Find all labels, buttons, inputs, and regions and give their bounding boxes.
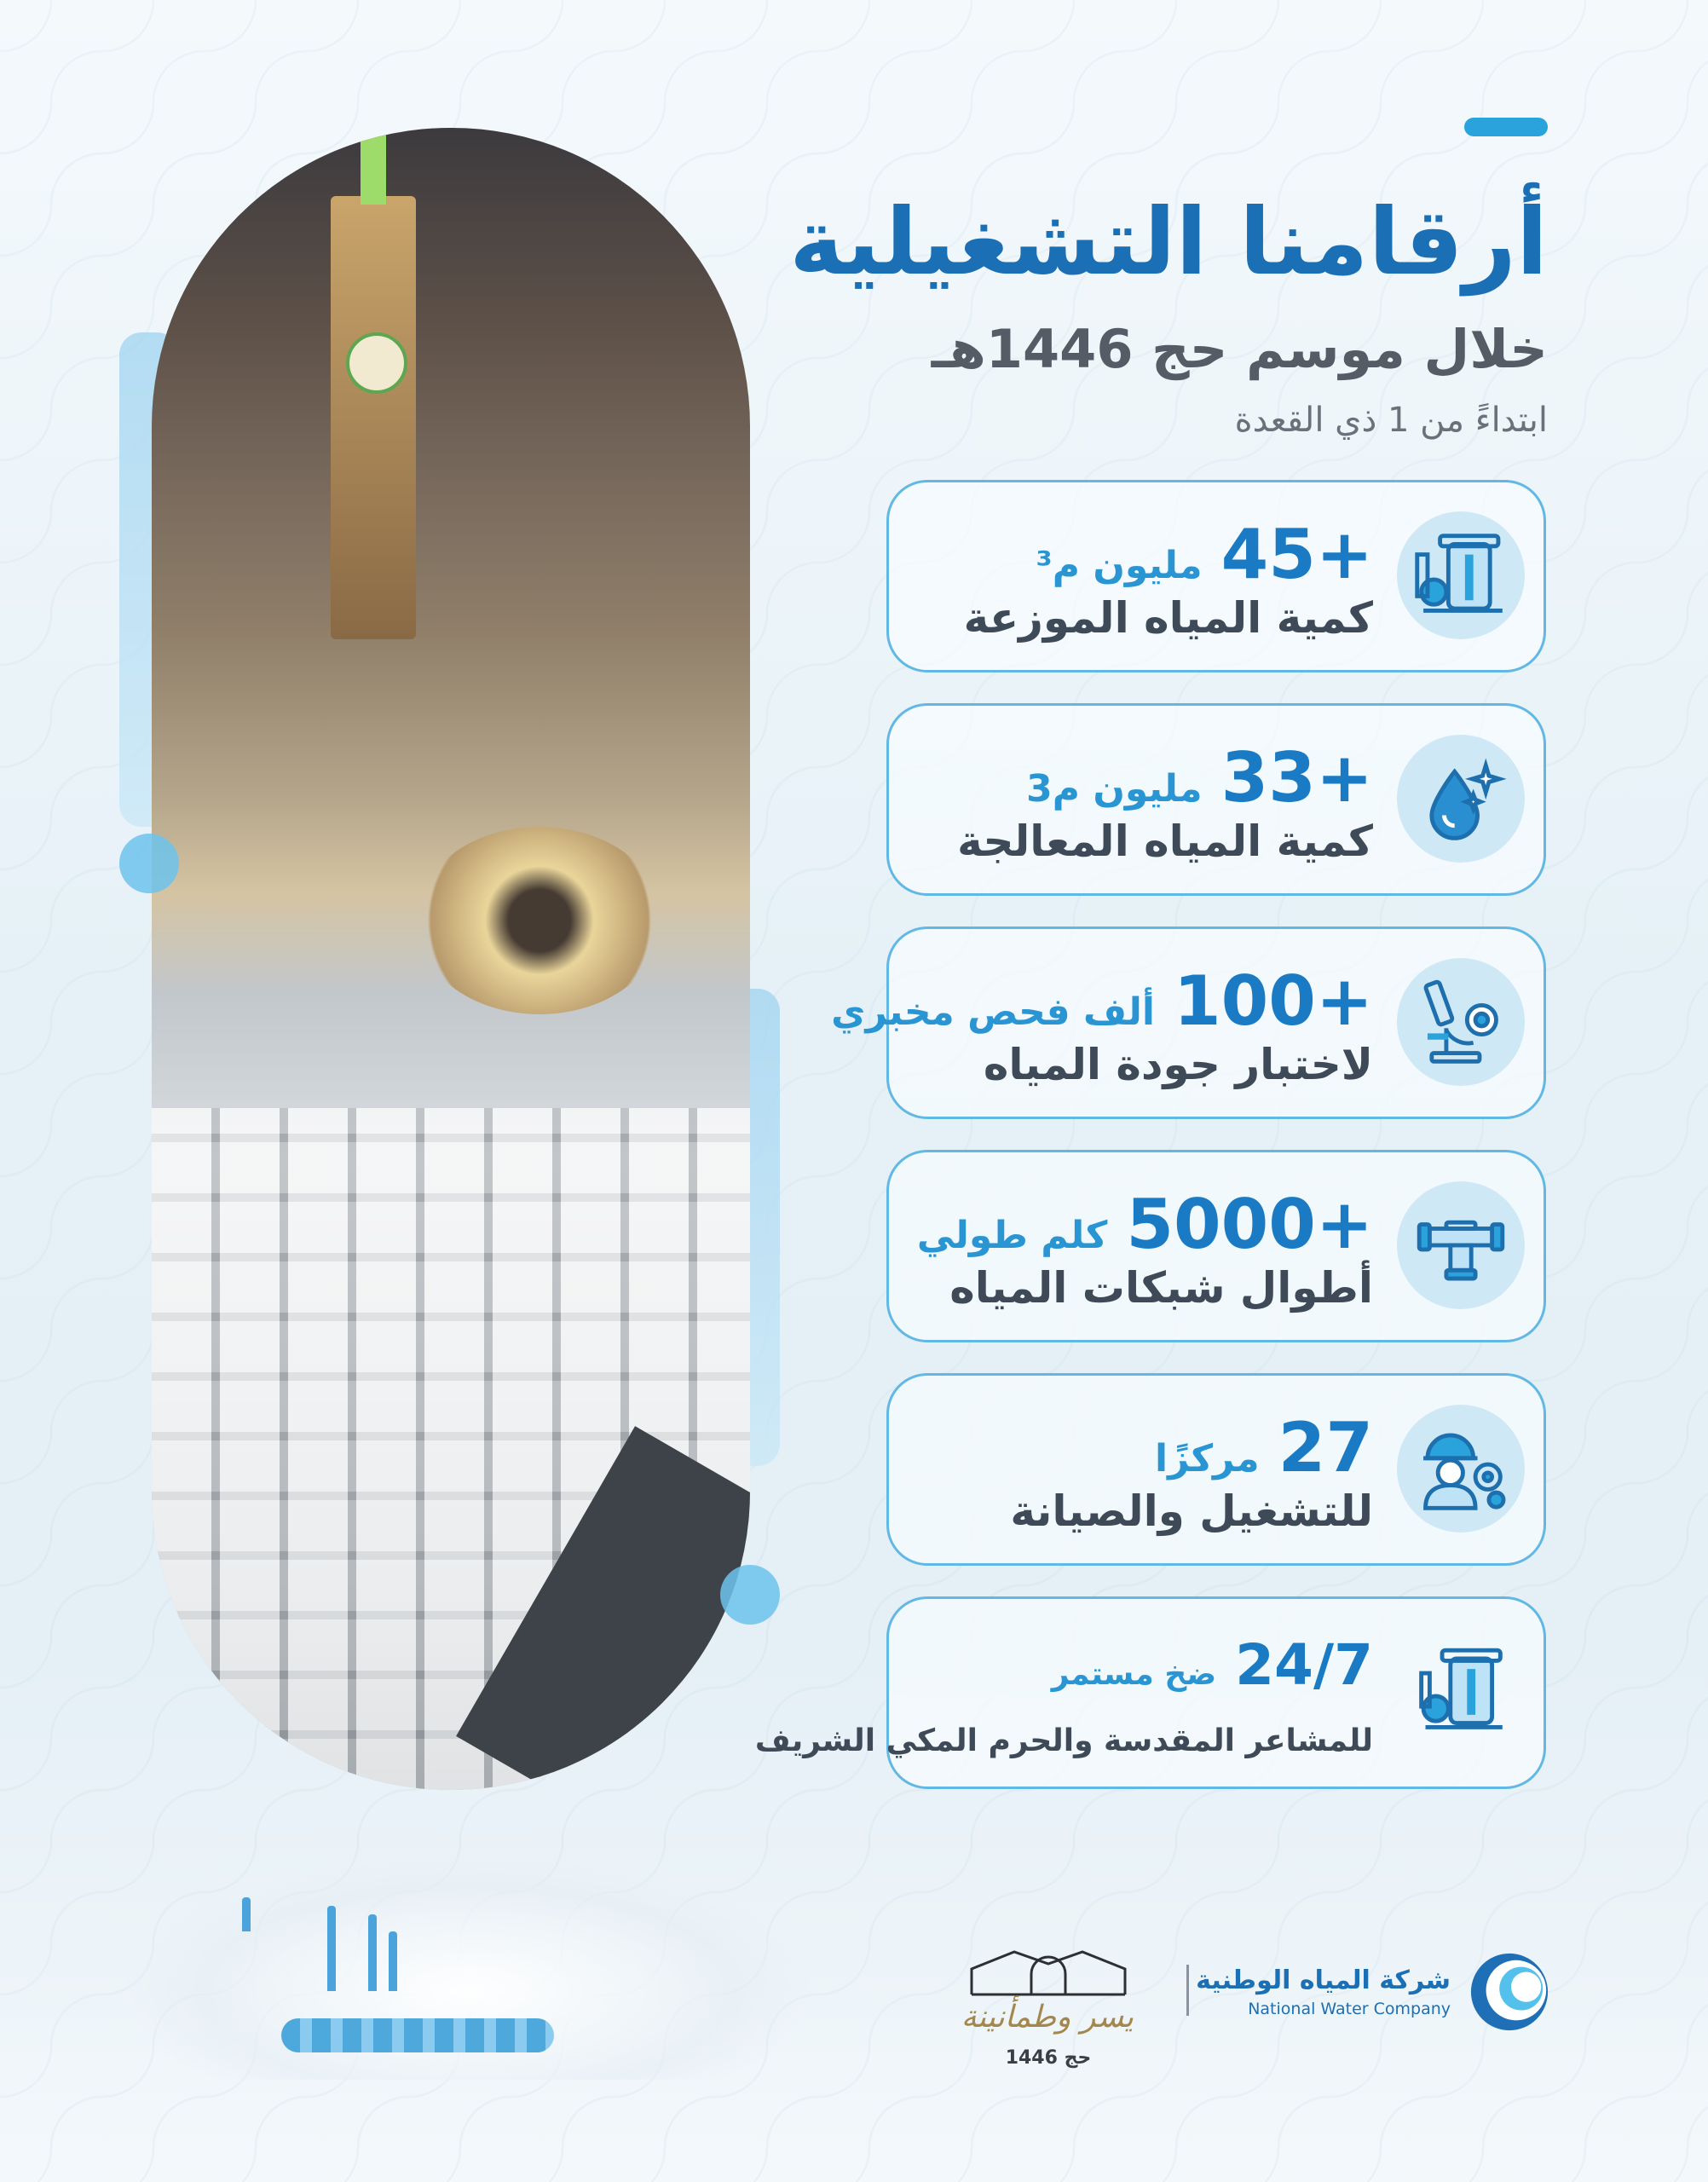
pump-station-icon — [1397, 1628, 1525, 1756]
stat-description: للمشاعر المقدسة والحرم المكي الشريف — [754, 1723, 1373, 1758]
minaret — [327, 1906, 336, 1991]
stat-unit: ضخ مستمر — [1051, 1657, 1217, 1692]
pipe-network-icon — [1397, 1181, 1525, 1309]
water-drop-sparkle-icon — [1397, 735, 1525, 863]
page-subtitle: خلال موسم حج 1446هـ — [931, 318, 1548, 380]
hajj-campaign-logo — [963, 1935, 1134, 2063]
stat-unit: كلم طولي — [916, 1214, 1108, 1257]
national-water-company-logo — [1468, 1950, 1551, 2034]
stat-line — [831, 963, 1373, 1040]
engineer-gear-icon — [1397, 1405, 1525, 1533]
stat-number: 27 — [1278, 1408, 1373, 1487]
stat-card-continuous-pumping — [754, 1596, 1546, 1789]
stat-description: أطوال شبكات المياه — [949, 1263, 1373, 1313]
stat-unit: مليون م³ — [1036, 544, 1203, 587]
decorative-dot-left — [119, 834, 179, 893]
company-name-arabic: شركة المياه الوطنية — [1196, 1966, 1451, 1995]
period-note: ابتداءً من 1 ذي القعدة — [1234, 401, 1548, 440]
stat-line — [1155, 1410, 1373, 1486]
stat-card-distributed-water — [886, 480, 1546, 672]
clock-tower — [331, 196, 416, 639]
decorative-dot-right — [720, 1565, 780, 1625]
stat-line — [917, 1186, 1373, 1263]
stat-unit: مركزًا — [1155, 1437, 1260, 1481]
company-name-english: National Water Company — [1248, 2000, 1451, 2018]
stat-unit: ألف فحص مخبري — [831, 990, 1155, 1034]
stat-number: +33 — [1220, 738, 1373, 817]
stat-card-treated-water — [886, 703, 1546, 896]
microscope-icon — [1397, 958, 1525, 1086]
minaret — [368, 1914, 377, 1991]
stat-description: كمية المياه الموزعة — [963, 593, 1373, 643]
page-title: أرقامنا التشغيلية — [789, 189, 1548, 296]
stat-line — [1036, 517, 1373, 593]
logo-divider — [1186, 1965, 1189, 2016]
hajj-campaign-logo-text: يسر وطمأنينة — [961, 2000, 1134, 2035]
stat-description: للتشغيل والصيانة — [1010, 1486, 1373, 1536]
stat-unit: مليون م3 — [1026, 767, 1203, 811]
stat-number: 24/7 — [1235, 1632, 1373, 1698]
grand-mosque — [416, 827, 663, 1014]
stat-number: +45 — [1220, 515, 1373, 594]
clock-face — [346, 332, 407, 394]
minaret — [242, 1897, 251, 1931]
minaret — [389, 1931, 397, 1991]
clock-tower-spire — [361, 128, 386, 205]
stat-line — [1052, 1633, 1373, 1700]
hajj-year: حج 1446 — [1005, 2047, 1092, 2069]
stat-card-lab-tests — [831, 926, 1546, 1119]
stat-card-centers — [886, 1373, 1546, 1566]
water-tank-pump-icon — [1397, 511, 1525, 639]
stat-number: +5000 — [1126, 1185, 1373, 1264]
stat-description: كمية المياه المعالجة — [957, 817, 1373, 866]
tents-illustration — [281, 2018, 554, 2052]
title-accent-bar — [1464, 118, 1548, 136]
makkah-aerial-photo — [152, 128, 750, 1790]
stat-description: لاختبار جودة المياه — [983, 1040, 1373, 1089]
stat-line — [1026, 740, 1373, 817]
stat-number: +100 — [1173, 961, 1373, 1041]
stat-card-network-length — [886, 1150, 1546, 1342]
